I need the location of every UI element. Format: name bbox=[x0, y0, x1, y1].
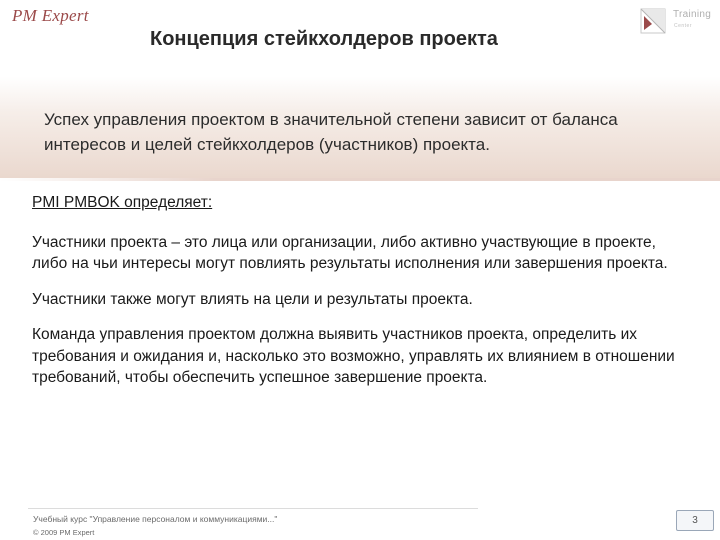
paragraph-team: Команда управления проектом должна выявить участников проекта, определить их требования и ожидания и, насколько это возможно, управлять их влиянием в отношении требований, чтобы обеспечить успешное завершение проекта. bbox=[32, 326, 675, 386]
footer-copyright: © 2009 PM Expert bbox=[33, 528, 95, 537]
logo-mark-icon bbox=[640, 8, 666, 34]
footer-divider bbox=[28, 508, 478, 509]
divider bbox=[0, 178, 720, 181]
pmbok-heading bbox=[32, 192, 692, 214]
logo-word: Training bbox=[673, 9, 712, 20]
lead-text: Успех управления проектом в значительной степени зависит от баланса интересов и целей стейкхолдеров (участников) проекта. bbox=[44, 110, 618, 154]
footer-course: Учебный курс "Управление персоналом и коммуникациями..." bbox=[33, 514, 278, 524]
training-center-logo bbox=[640, 6, 716, 36]
brand-logo-text: PM Expert bbox=[12, 6, 89, 25]
slide-title: Концепция стейкхолдеров проекта bbox=[150, 28, 498, 50]
pmbok-heading-text: PMI PMBOK определяет: bbox=[32, 194, 213, 211]
paragraph-definition: Участники проекта – это лица или организации, либо активно участвующие в проекте, либо на чьи интересы могут повлиять результаты исполнения или завершения проекта. bbox=[32, 233, 668, 272]
paragraph-influence: Участники также могут влиять на цели и результаты проекта. bbox=[32, 290, 473, 308]
page-number: 3 bbox=[676, 510, 714, 531]
logo-subtitle: Center bbox=[674, 23, 693, 29]
content-block bbox=[32, 192, 692, 403]
